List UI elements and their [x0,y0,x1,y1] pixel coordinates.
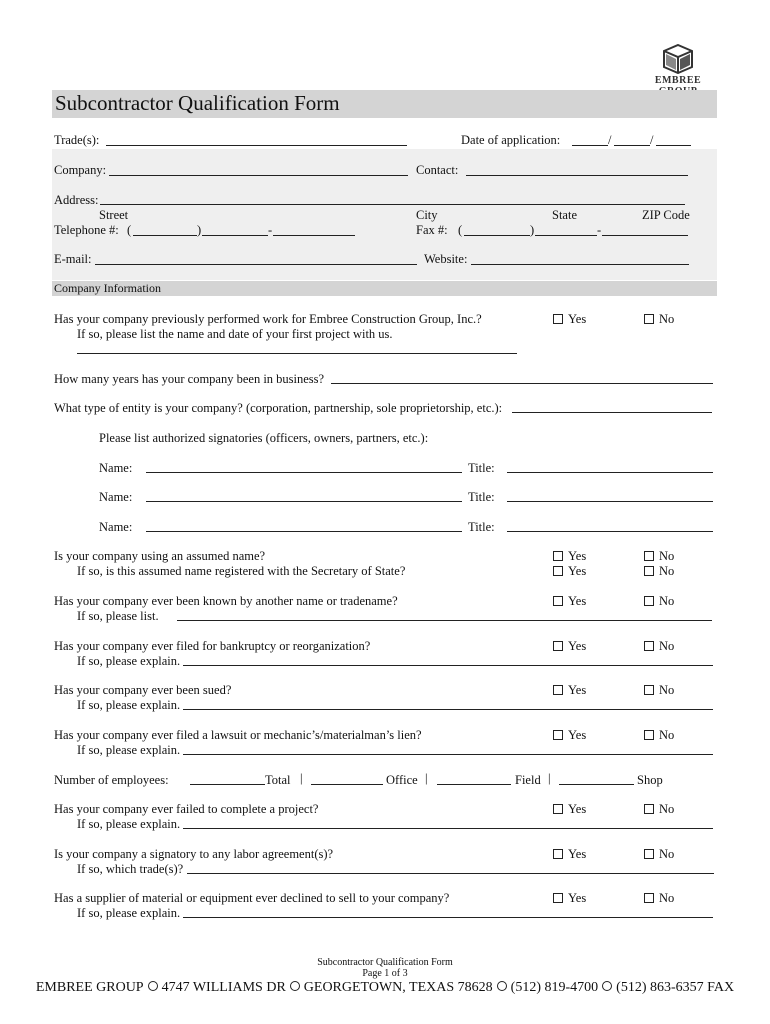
lawsuit-explain-field[interactable] [183,754,713,755]
yes-option[interactable] [553,847,586,862]
checkbox-icon[interactable] [644,596,654,606]
fax-paren-open: ( [458,223,463,237]
cube-logo-icon [661,44,695,74]
yes-option[interactable] [553,312,586,327]
telephone-prefix-field[interactable] [202,235,268,236]
no-label: No [659,683,675,697]
checkbox-icon[interactable] [553,685,563,695]
explain-label: If so, please explain. [77,698,181,712]
yes-option[interactable] [553,728,586,743]
checkbox-icon[interactable] [644,804,654,814]
yes-option[interactable] [553,564,586,579]
no-label: No [659,549,675,563]
trades-label: Trade(s): [54,133,100,147]
date-slash: / [608,133,612,147]
supplier-explain-field[interactable] [183,917,713,918]
employees-office-field[interactable] [311,784,383,785]
signatory-name-label: Name: [99,520,133,534]
state-caption: State [552,208,577,222]
contact-info-panel [52,149,717,280]
question-previous-work: Has your company previously performed work for Embree Construction Group, Inc.? [54,312,482,326]
checkbox-icon[interactable] [644,551,654,561]
sued-explain-field[interactable] [183,709,713,710]
question-labor-agreement: Is your company a signatory to any labor agreement(s)? [54,847,334,861]
checkbox-icon[interactable] [553,551,563,561]
no-option[interactable] [644,891,674,906]
employees-label: Number of employees: [54,773,169,787]
question-supplier-declined: Has a supplier of material or equipment ever declined to sell to your company? [54,891,450,905]
address-field[interactable] [100,204,685,205]
signatory-title-field[interactable] [507,472,713,473]
yes-label: Yes [568,847,587,861]
title-bar [52,90,717,118]
explain-label: If so, please explain. [77,654,181,668]
separator: | [425,771,428,785]
city-caption: City [416,208,438,222]
signatory-title-label: Title: [468,520,495,534]
circle-separator-icon [497,981,507,991]
question-other-name: Has your company ever been known by another name or tradename? [54,594,398,608]
telephone-paren-open: ( [127,223,132,237]
checkbox-icon[interactable] [644,685,654,695]
section-title: Company Information [54,281,161,295]
telephone-area-field[interactable] [133,235,197,236]
question-assumed-name: Is your company using an assumed name? [54,549,266,563]
question-other-name-followup: If so, please list. [77,609,159,623]
footer-street: 4747 WILLIAMS DR [161,980,286,995]
checkbox-icon[interactable] [553,730,563,740]
trades-field[interactable] [106,145,407,146]
question-entity-type: What type of entity is your company? (corporation, partnership, sole proprietorship, etc.): [54,401,503,415]
telephone-label: Telephone #: [54,223,119,237]
yes-option[interactable] [553,549,586,564]
question-bankruptcy: Has your company ever filed for bankruptcy or reorganization? [54,639,371,653]
footer-phone: (512) 819-4700 [510,980,599,995]
yes-label: Yes [568,802,587,816]
no-label: No [659,312,675,326]
circle-separator-icon [602,981,612,991]
explain-label: If so, please explain. [77,817,181,831]
signatory-name-field[interactable] [146,501,462,502]
telephone-paren-close: ) [197,223,202,237]
labor-trades-field[interactable] [187,873,714,874]
other-name-answer-field[interactable] [177,620,712,621]
circle-separator-icon [290,981,300,991]
date-label: Date of application: [461,133,561,147]
fax-number-field[interactable] [602,235,688,236]
employees-field-field[interactable] [437,784,511,785]
no-label: No [659,594,675,608]
footer-page-number: Page 1 of 3 [362,968,408,979]
website-label: Website: [424,252,468,266]
yes-option[interactable] [553,891,586,906]
no-label: No [659,639,675,653]
checkbox-icon[interactable] [553,893,563,903]
signatory-title-field[interactable] [507,501,713,502]
checkbox-icon[interactable] [553,641,563,651]
fax-label: Fax #: [416,223,448,237]
bankruptcy-explain-field[interactable] [183,665,713,666]
yes-option[interactable] [553,594,586,609]
no-option[interactable] [644,802,674,817]
yes-label: Yes [568,728,587,742]
employees-total-field[interactable] [190,784,265,785]
question-assumed-name-registered: If so, is this assumed name registered with the Secretary of State? [77,564,406,578]
yes-label: Yes [568,549,587,563]
no-option[interactable] [644,549,674,564]
separator: | [300,771,303,785]
no-option[interactable] [644,683,674,698]
signatory-title-field[interactable] [507,531,713,532]
checkbox-icon[interactable] [644,641,654,651]
checkbox-icon[interactable] [553,849,563,859]
logo-text: EMBREE [654,75,702,86]
email-field[interactable] [95,264,417,265]
yes-label: Yes [568,312,587,326]
yes-label: Yes [568,891,587,905]
yes-label: Yes [568,564,587,578]
checkbox-icon[interactable] [553,804,563,814]
question-years-in-business: How many years has your company been in business? [54,372,325,386]
no-option[interactable] [644,594,674,609]
fax-dash: - [597,223,602,237]
website-field[interactable] [471,264,689,265]
yes-option[interactable] [553,639,586,654]
checkbox-icon[interactable] [644,314,654,324]
no-option[interactable] [644,847,674,862]
no-option[interactable] [644,564,674,579]
no-label: No [659,728,675,742]
checkbox-icon[interactable] [644,730,654,740]
telephone-dash: - [268,223,273,237]
embree-group-logo [636,44,720,92]
yes-label: Yes [568,639,587,653]
signatory-name-field[interactable] [146,472,462,473]
signatory-name-label: Name: [99,461,133,475]
no-label: No [659,564,675,578]
contact-field[interactable] [466,175,688,176]
explain-label: If so, please explain. [77,906,181,920]
footer-company: EMBREE GROUP [35,980,144,995]
address-label: Address: [54,193,99,207]
question-lawsuit-lien: Has your company ever filed a lawsuit or mechanic’s/materialman’s lien? [54,728,422,742]
date-year-field[interactable] [656,145,691,146]
checkbox-icon[interactable] [644,893,654,903]
failed-project-explain-field[interactable] [183,828,713,829]
footer-address [0,980,770,996]
footer-form-title: Subcontractor Qualification Form [317,957,453,968]
yes-label: Yes [568,594,587,608]
employees-office-label: Office [386,773,418,787]
years-answer-field[interactable] [331,383,713,384]
company-label: Company: [54,163,107,177]
contact-label: Contact: [416,163,459,177]
employees-shop-label: Shop [637,773,663,787]
no-label: No [659,891,675,905]
employees-field-label: Field [515,773,541,787]
previous-work-answer-field[interactable] [77,353,517,354]
checkbox-icon[interactable] [553,314,563,324]
fax-prefix-field[interactable] [535,235,597,236]
labor-trades-label: If so, which trade(s)? [77,862,184,876]
date-slash: / [650,133,654,147]
yes-option[interactable] [553,683,586,698]
section-header-company-information [52,281,717,296]
question-sued: Has your company ever been sued? [54,683,232,697]
fax-area-field[interactable] [464,235,530,236]
yes-label: Yes [568,683,587,697]
checkbox-icon[interactable] [553,566,563,576]
entity-answer-field[interactable] [512,412,712,413]
checkbox-icon[interactable] [644,566,654,576]
date-day-field[interactable] [614,145,650,146]
question-failed-project: Has your company ever failed to complete a project? [54,802,319,816]
signatory-name-label: Name: [99,490,133,504]
date-month-field[interactable] [572,145,608,146]
no-option[interactable] [644,728,674,743]
signatory-name-field[interactable] [146,531,462,532]
email-label: E-mail: [54,252,92,266]
street-caption: Street [99,208,129,222]
employees-total-label: Total [265,773,291,787]
company-field[interactable] [109,175,408,176]
fax-paren-close: ) [530,223,535,237]
signatories-label: Please list authorized signatories (officers, owners, partners, etc.): [99,431,429,445]
checkbox-icon[interactable] [644,849,654,859]
telephone-number-field[interactable] [273,235,355,236]
employees-shop-field[interactable] [559,784,634,785]
explain-label: If so, please explain. [77,743,181,757]
checkbox-icon[interactable] [553,596,563,606]
zip-caption: ZIP Code [642,208,690,222]
signatory-title-label: Title: [468,490,495,504]
no-label: No [659,802,675,816]
question-previous-work-followup: If so, please list the name and date of your first project with us. [77,327,393,341]
no-option[interactable] [644,639,674,654]
circle-separator-icon [148,981,158,991]
yes-option[interactable] [553,802,586,817]
separator: | [548,771,551,785]
page-title: Subcontractor Qualification Form [55,91,340,115]
footer-city: GEORGETOWN, TEXAS 78628 [303,980,493,995]
no-label: No [659,847,675,861]
footer-fax: (512) 863-6357 FAX [616,980,735,995]
no-option[interactable] [644,312,674,327]
signatory-title-label: Title: [468,461,495,475]
